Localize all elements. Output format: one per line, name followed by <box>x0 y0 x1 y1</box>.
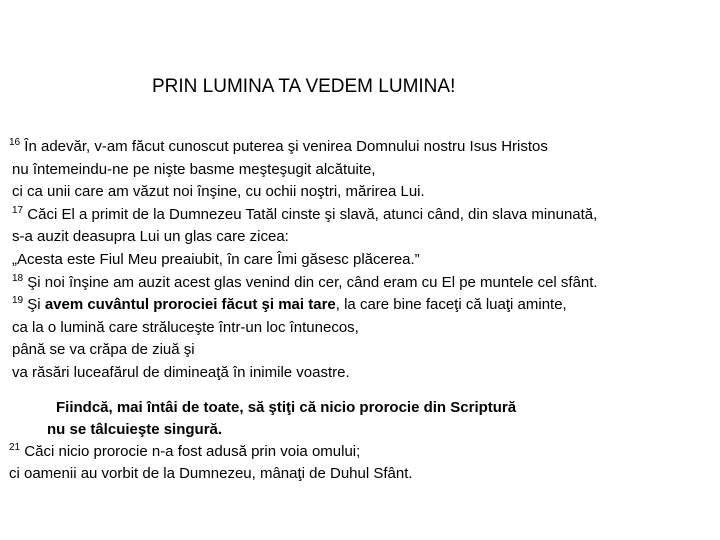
verses-block <box>9 136 598 385</box>
verse-18-line-1 <box>9 272 598 295</box>
verse-17-line-1 <box>9 204 598 227</box>
verse-number: 16 <box>9 137 21 148</box>
verse-21-line-2 <box>9 463 516 485</box>
verse-text: Şi <box>27 296 45 314</box>
verse-text: Căci nicio prorocie n-a fost adusă prin voia omului; <box>24 443 361 460</box>
verse-19-line-4 <box>9 362 598 385</box>
verse-20-line-1: Fiindcă, mai întâi de toate, să ştiţi că nicio prorocie din Scriptură <box>56 399 517 416</box>
verse-16-line-1 <box>9 136 598 159</box>
verse-19-line-2 <box>9 317 598 340</box>
verse-text: ci ca unii care am văzut noi înşine, cu ochii noştri, mărirea Lui. <box>12 183 425 201</box>
verse-number: 18 <box>12 272 24 284</box>
verse-text: ci oamenii au vorbit de la Dumnezeu, mânaţi de Duhul Sfânt. <box>9 465 413 482</box>
verse-text: s-a auzit deasupra Lui un glas care zicea: <box>12 228 289 246</box>
verse-20-line-2: nu se tâlcuieşte singură. <box>47 421 223 438</box>
verse-text: „Acesta este Fiul Meu preaiubit, în care Îmi găsesc plăcerea.” <box>12 250 420 268</box>
verse-19-line-1 <box>9 294 598 317</box>
verse-text: până se va crăpa de ziuă şi <box>12 341 195 359</box>
verse-text: Căci El a primit de la Dumnezeu Tatăl cinste şi slavă, atunci când, din slava minunată, <box>27 205 598 223</box>
verse-16-line-2 <box>9 159 598 182</box>
verse-number: 21 <box>9 442 21 453</box>
verse-text: Şi noi înşine am auzit acest glas venind din cer, când eram cu El pe muntele cel sfânt. <box>27 273 598 291</box>
verse-number: 17 <box>12 204 24 216</box>
verse-17-line-2 <box>9 226 598 249</box>
verse-19-line-3 <box>9 339 598 362</box>
verse-number: 19 <box>12 295 24 307</box>
verse-text: , la care bine faceţi că luaţi aminte, <box>335 296 567 314</box>
verse-text: nu întemeindu-ne pe nişte basme meşteşugit alcătuite, <box>12 160 376 178</box>
verse-21-line-1 <box>9 441 516 463</box>
verse-text: ca la o lumină care străluceşte într-un loc întunecos, <box>12 318 359 336</box>
verse-text: În adevăr, v-am făcut cunoscut puterea şi venirea Domnului nostru Isus Hristos <box>24 138 548 155</box>
page-title: PRIN LUMINA TA VEDEM LUMINA! <box>152 76 456 97</box>
verse-text: va răsări luceafărul de dimineaţă în inimile voastre. <box>12 363 350 381</box>
verse-16-line-3 <box>9 181 598 204</box>
verse-text-emphasis: avem cuvântul prorociei făcut şi mai tare <box>44 296 336 314</box>
verses-block-2 <box>9 397 516 485</box>
verse-17-line-3 <box>9 249 598 272</box>
